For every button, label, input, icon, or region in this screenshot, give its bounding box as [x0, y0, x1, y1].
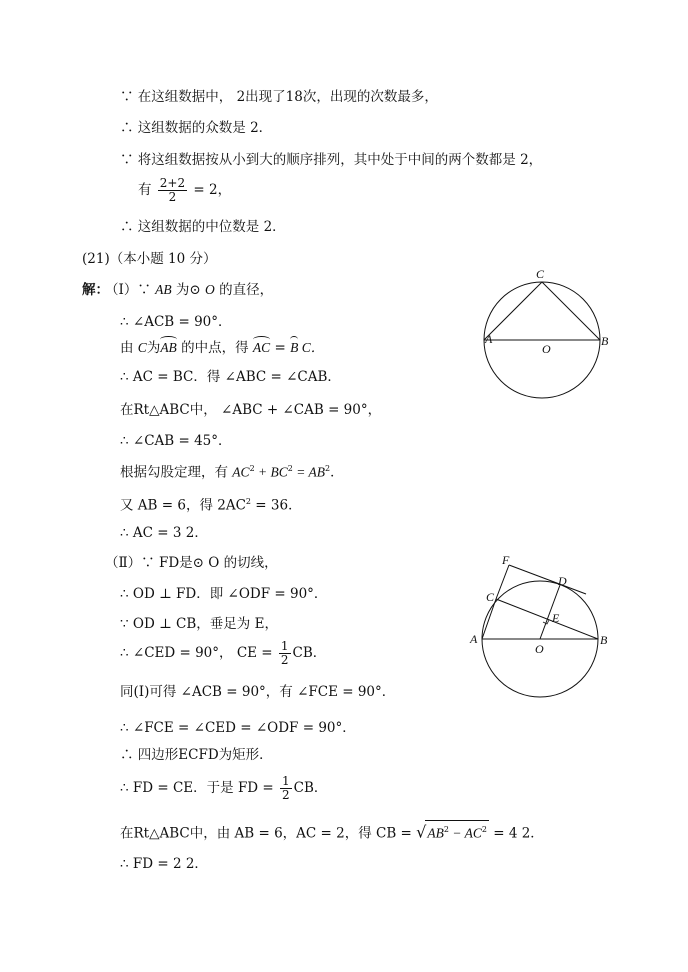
denominator: 2	[282, 788, 290, 802]
text-line: ∴ OD ⊥ FD．即 ∠ODF = 90°．	[120, 586, 328, 602]
text-line: （Ⅱ）∵ FD是⊙ O 的切线，	[105, 555, 278, 571]
text: 在Rt△ABC中，由 AB = 6，AC = 2，得 CB =	[120, 825, 417, 842]
fraction	[280, 775, 292, 802]
arc-label: B	[290, 340, 299, 355]
text-line	[120, 339, 324, 357]
text: 为	[146, 340, 161, 356]
text: C	[137, 340, 147, 355]
superscript: 2	[481, 825, 487, 834]
numerator: 1	[282, 774, 290, 788]
text-line	[105, 281, 273, 299]
text: ∴ FD = CE．于是 FD =	[120, 780, 279, 796]
label-b: B	[601, 334, 609, 348]
fraction-line	[120, 774, 327, 802]
text: = 4 2．	[488, 825, 544, 842]
text: AC	[232, 464, 250, 480]
text-line: 在Rt△ABC中， ∠ABC + ∠CAB = 90°，	[120, 402, 382, 418]
label-o: O	[542, 342, 551, 356]
numerator: 1	[280, 639, 289, 653]
text: 根据勾股定理，有	[120, 464, 233, 481]
text-line: ∵ 在这组数据中， 2出现了18次，出现的次数最多，	[120, 89, 438, 105]
text: 的中点，得	[176, 340, 253, 356]
text-line	[120, 493, 302, 515]
text-line: ∴ 这组数据的中位数是 2．	[120, 219, 286, 235]
arc-label: AB	[160, 340, 177, 355]
superscript: 2	[249, 464, 255, 473]
text: 的直径，	[214, 282, 274, 298]
text-line: ∴ ∠ACB = 90°．	[120, 314, 232, 330]
segment-ac	[482, 599, 496, 639]
text: C．	[298, 340, 325, 355]
superscript: 2	[287, 464, 293, 473]
numerator: 2+2	[159, 176, 186, 190]
text-line: ∴ AC = BC．得 ∠ABC = ∠CAB．	[120, 369, 341, 385]
text-line: ∵ OD ⊥ CB，垂足为 E，	[120, 616, 278, 632]
text: AB	[427, 825, 444, 841]
text-line: ∵ 将这组数据按从小到大的顺序排列，其中处于中间的两个数都是 2，	[120, 152, 543, 168]
text: + BC	[254, 464, 288, 480]
text-line: ∴ AC = 3 2．	[120, 525, 208, 541]
solution-label: 解：	[82, 282, 109, 298]
text: O	[205, 282, 215, 297]
sqrt-radicand	[425, 820, 489, 843]
superscript: 2	[324, 464, 331, 473]
text: = 36．	[251, 497, 302, 514]
text-line	[120, 460, 344, 482]
figure-1	[470, 260, 620, 410]
arc-label: AC	[252, 340, 271, 355]
label-c: C	[486, 590, 495, 604]
text: ∴ ∠CED = 90°， CE =	[120, 645, 277, 661]
text: =	[270, 340, 291, 356]
fraction	[158, 177, 187, 204]
fraction	[279, 640, 291, 667]
text-line: 同(Ⅰ)可得 ∠ACB = 90°，有 ∠FCE = 90°．	[120, 684, 396, 700]
text: （Ⅰ）∵	[105, 282, 156, 298]
text: − AC	[448, 825, 482, 841]
label-e: E	[552, 611, 560, 625]
text-line: ∴ 四边形ECFD为矩形．	[120, 747, 273, 763]
label-a: A	[470, 632, 478, 646]
text: ．	[330, 464, 344, 481]
text-line	[120, 820, 544, 843]
text: CB．	[292, 645, 327, 661]
superscript: 2	[245, 497, 251, 506]
text-line: ∴ ∠CAB = 45°．	[120, 433, 232, 449]
text: CB．	[293, 780, 328, 796]
text: 有	[138, 182, 152, 198]
segment-cb	[542, 282, 600, 340]
label-f: F	[502, 553, 510, 567]
text-line: ∴ FD = 2 2．	[120, 856, 208, 872]
sqrt-symbol: √	[416, 822, 427, 842]
label-b: B	[600, 633, 608, 647]
problem-header: (21)（本小题 10 分）	[82, 251, 217, 267]
text: AB	[155, 282, 172, 297]
segment-cf	[496, 565, 509, 599]
tangent-fd	[509, 565, 586, 594]
text: 为⊙	[171, 282, 206, 298]
text-line: ∴ ∠FCE = ∠CED = ∠ODF = 90°．	[120, 720, 356, 736]
text: = 2，	[193, 182, 232, 198]
fraction-line	[138, 176, 231, 204]
label-d: D	[558, 574, 567, 588]
label-a: A	[485, 332, 493, 346]
text: = AB	[292, 464, 325, 480]
label-o: O	[535, 642, 544, 656]
denominator: 2	[168, 190, 177, 204]
label-c: C	[536, 267, 545, 281]
denominator: 2	[280, 653, 289, 667]
text: 又 AB = 6，得 2AC	[120, 497, 246, 514]
text-line: ∴ 这组数据的众数是 2．	[120, 120, 273, 136]
superscript: 2	[443, 825, 449, 834]
figure-2	[462, 552, 622, 702]
text: 由	[120, 340, 138, 356]
fraction-line	[120, 639, 326, 667]
segment-ac	[484, 282, 542, 340]
